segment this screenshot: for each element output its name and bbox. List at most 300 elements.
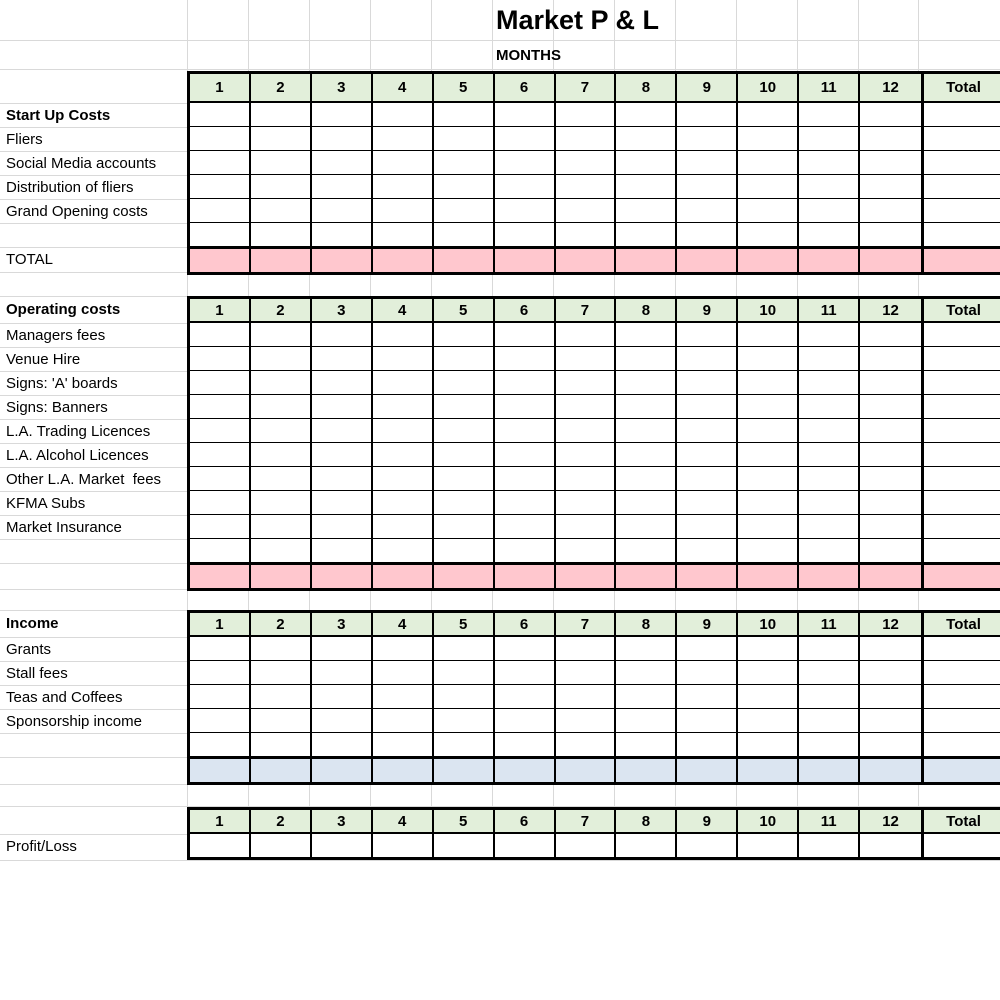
spreadsheet-cell[interactable]	[860, 347, 921, 371]
spreadsheet-cell[interactable]	[312, 661, 373, 685]
total-row-cell[interactable]	[190, 757, 251, 782]
spreadsheet-cell[interactable]	[495, 733, 556, 757]
spreadsheet-cell[interactable]	[616, 491, 677, 515]
spreadsheet-cell[interactable]	[860, 151, 921, 175]
spreadsheet-cell[interactable]	[312, 515, 373, 539]
total-column-header-cell[interactable]: Total	[921, 299, 1000, 323]
spreadsheet-cell[interactable]	[738, 127, 799, 151]
spreadsheet-cell[interactable]	[190, 467, 251, 491]
month-column-header-cell[interactable]: 9	[677, 299, 738, 323]
spreadsheet-cell[interactable]	[921, 733, 1000, 757]
spreadsheet-cell[interactable]	[373, 127, 434, 151]
spreadsheet-cell[interactable]	[799, 491, 860, 515]
spreadsheet-cell[interactable]	[677, 733, 738, 757]
spreadsheet-cell[interactable]	[616, 419, 677, 443]
spreadsheet-cell[interactable]	[495, 151, 556, 175]
spreadsheet-cell[interactable]	[495, 637, 556, 661]
spreadsheet-cell[interactable]	[677, 491, 738, 515]
spreadsheet-cell[interactable]	[738, 151, 799, 175]
spreadsheet-cell[interactable]	[677, 709, 738, 733]
spreadsheet-cell[interactable]	[373, 467, 434, 491]
month-column-header-cell[interactable]: 6	[495, 810, 556, 834]
month-column-header-cell[interactable]: 5	[434, 74, 495, 103]
spreadsheet-cell[interactable]	[921, 371, 1000, 395]
total-row-cell[interactable]	[373, 247, 434, 272]
spreadsheet-cell[interactable]	[616, 199, 677, 223]
spreadsheet-cell[interactable]	[677, 347, 738, 371]
spreadsheet-cell[interactable]	[373, 199, 434, 223]
spreadsheet-cell[interactable]	[860, 539, 921, 563]
spreadsheet-cell[interactable]	[373, 539, 434, 563]
spreadsheet-cell[interactable]	[190, 539, 251, 563]
spreadsheet-cell[interactable]	[373, 103, 434, 127]
spreadsheet-cell[interactable]	[738, 834, 799, 857]
spreadsheet-cell[interactable]	[921, 323, 1000, 347]
spreadsheet-cell[interactable]	[921, 467, 1000, 491]
spreadsheet-cell[interactable]	[373, 151, 434, 175]
spreadsheet-cell[interactable]	[860, 395, 921, 419]
month-column-header-cell[interactable]: 8	[616, 74, 677, 103]
spreadsheet-cell[interactable]	[921, 395, 1000, 419]
spreadsheet-cell[interactable]	[677, 103, 738, 127]
spreadsheet-cell[interactable]	[373, 834, 434, 857]
total-row-cell[interactable]	[495, 247, 556, 272]
spreadsheet-cell[interactable]	[677, 371, 738, 395]
month-column-header-cell[interactable]: 3	[312, 299, 373, 323]
spreadsheet-cell[interactable]	[799, 151, 860, 175]
month-column-header-cell[interactable]: 6	[495, 299, 556, 323]
month-column-header-cell[interactable]: 9	[677, 74, 738, 103]
total-row-cell[interactable]	[738, 563, 799, 588]
spreadsheet-cell[interactable]	[921, 347, 1000, 371]
spreadsheet-cell[interactable]	[251, 103, 312, 127]
total-row-cell[interactable]	[860, 563, 921, 588]
month-column-header-cell[interactable]: 3	[312, 613, 373, 637]
spreadsheet-cell[interactable]	[312, 199, 373, 223]
total-row-cell[interactable]	[190, 563, 251, 588]
month-column-header-cell[interactable]: 2	[251, 299, 312, 323]
row-label[interactable]: L.A. Alcohol Licences	[6, 446, 149, 464]
spreadsheet-cell[interactable]	[799, 199, 860, 223]
section-label-start-up-costs[interactable]: Start Up Costs	[6, 106, 111, 124]
spreadsheet-cell[interactable]	[677, 175, 738, 199]
spreadsheet-cell[interactable]	[616, 323, 677, 347]
spreadsheet-cell[interactable]	[677, 834, 738, 857]
spreadsheet-cell[interactable]	[799, 371, 860, 395]
spreadsheet-cell[interactable]	[860, 443, 921, 467]
spreadsheet-cell[interactable]	[556, 395, 617, 419]
spreadsheet-cell[interactable]	[434, 395, 495, 419]
row-label[interactable]: Signs: 'A' boards	[6, 374, 118, 392]
row-label[interactable]: Distribution of fliers	[6, 178, 134, 196]
total-row-cell[interactable]	[738, 757, 799, 782]
total-column-header-cell[interactable]: Total	[921, 810, 1000, 834]
spreadsheet-cell[interactable]	[616, 637, 677, 661]
spreadsheet-cell[interactable]	[312, 419, 373, 443]
spreadsheet-cell[interactable]	[616, 175, 677, 199]
spreadsheet-cell[interactable]	[616, 103, 677, 127]
spreadsheet-cell[interactable]	[495, 834, 556, 857]
spreadsheet-cell[interactable]	[312, 103, 373, 127]
spreadsheet-cell[interactable]	[190, 151, 251, 175]
spreadsheet-cell[interactable]	[495, 127, 556, 151]
spreadsheet-cell[interactable]	[799, 515, 860, 539]
spreadsheet-cell[interactable]	[677, 539, 738, 563]
spreadsheet-cell[interactable]	[495, 371, 556, 395]
spreadsheet-cell[interactable]	[190, 371, 251, 395]
spreadsheet-cell[interactable]	[860, 199, 921, 223]
spreadsheet-cell[interactable]	[738, 709, 799, 733]
spreadsheet-cell[interactable]	[373, 491, 434, 515]
spreadsheet-cell[interactable]	[495, 685, 556, 709]
spreadsheet-cell[interactable]	[677, 323, 738, 347]
spreadsheet-cell[interactable]	[799, 661, 860, 685]
spreadsheet-cell[interactable]	[799, 685, 860, 709]
month-column-header-cell[interactable]: 3	[312, 810, 373, 834]
month-column-header-cell[interactable]: 10	[738, 299, 799, 323]
spreadsheet-cell[interactable]	[312, 175, 373, 199]
total-row-cell[interactable]	[556, 757, 617, 782]
spreadsheet-cell[interactable]	[312, 709, 373, 733]
spreadsheet-cell[interactable]	[738, 199, 799, 223]
spreadsheet-cell[interactable]	[190, 443, 251, 467]
spreadsheet-cell[interactable]	[434, 515, 495, 539]
spreadsheet-cell[interactable]	[799, 347, 860, 371]
spreadsheet-cell[interactable]	[434, 103, 495, 127]
total-row-cell[interactable]	[190, 247, 251, 272]
spreadsheet-cell[interactable]	[434, 443, 495, 467]
spreadsheet-cell[interactable]	[799, 709, 860, 733]
spreadsheet-cell[interactable]	[312, 443, 373, 467]
spreadsheet-cell[interactable]	[677, 637, 738, 661]
spreadsheet-cell[interactable]	[312, 151, 373, 175]
spreadsheet-cell[interactable]	[556, 733, 617, 757]
total-row-cell[interactable]	[251, 757, 312, 782]
total-row-cell[interactable]	[312, 247, 373, 272]
month-column-header-cell[interactable]: 11	[799, 299, 860, 323]
total-column-header-cell[interactable]: Total	[921, 613, 1000, 637]
month-column-header-cell[interactable]: 1	[190, 613, 251, 637]
month-column-header-cell[interactable]: 4	[373, 299, 434, 323]
total-row-cell[interactable]	[921, 247, 1000, 272]
total-row-cell[interactable]	[434, 563, 495, 588]
spreadsheet-cell[interactable]	[190, 223, 251, 247]
spreadsheet-cell[interactable]	[921, 491, 1000, 515]
spreadsheet-cell[interactable]	[190, 199, 251, 223]
total-row-cell[interactable]	[495, 563, 556, 588]
spreadsheet-cell[interactable]	[190, 347, 251, 371]
spreadsheet-cell[interactable]	[799, 637, 860, 661]
spreadsheet-cell[interactable]	[190, 637, 251, 661]
spreadsheet-cell[interactable]	[373, 637, 434, 661]
spreadsheet-cell[interactable]	[495, 467, 556, 491]
month-column-header-cell[interactable]: 4	[373, 810, 434, 834]
month-column-header-cell[interactable]: 6	[495, 613, 556, 637]
spreadsheet-cell[interactable]	[616, 685, 677, 709]
spreadsheet-cell[interactable]	[373, 395, 434, 419]
spreadsheet-cell[interactable]	[556, 834, 617, 857]
spreadsheet-cell[interactable]	[799, 443, 860, 467]
spreadsheet-cell[interactable]	[738, 103, 799, 127]
row-label[interactable]: Other L.A. Market fees	[6, 470, 162, 488]
spreadsheet-cell[interactable]	[251, 127, 312, 151]
spreadsheet-cell[interactable]	[251, 151, 312, 175]
spreadsheet-cell[interactable]	[677, 151, 738, 175]
spreadsheet-cell[interactable]	[616, 443, 677, 467]
total-column-header-cell[interactable]: Total	[921, 74, 1000, 103]
spreadsheet-cell[interactable]	[373, 323, 434, 347]
spreadsheet-cell[interactable]	[921, 223, 1000, 247]
total-row-cell[interactable]	[434, 757, 495, 782]
spreadsheet-cell[interactable]	[495, 443, 556, 467]
spreadsheet-cell[interactable]	[556, 539, 617, 563]
total-row-cell[interactable]	[556, 247, 617, 272]
total-row-cell[interactable]	[799, 757, 860, 782]
spreadsheet-cell[interactable]	[616, 661, 677, 685]
spreadsheet-cell[interactable]	[251, 515, 312, 539]
spreadsheet-cell[interactable]	[677, 515, 738, 539]
month-column-header-cell[interactable]: 4	[373, 613, 434, 637]
spreadsheet-cell[interactable]	[373, 175, 434, 199]
spreadsheet-cell[interactable]	[373, 685, 434, 709]
spreadsheet-cell[interactable]	[860, 223, 921, 247]
total-row-cell[interactable]	[495, 757, 556, 782]
spreadsheet-cell[interactable]	[556, 637, 617, 661]
total-row-cell[interactable]	[799, 247, 860, 272]
spreadsheet-cell[interactable]	[495, 709, 556, 733]
total-row-cell[interactable]	[677, 563, 738, 588]
spreadsheet-cell[interactable]	[434, 151, 495, 175]
month-column-header-cell[interactable]: 4	[373, 74, 434, 103]
spreadsheet-cell[interactable]	[190, 661, 251, 685]
spreadsheet-cell[interactable]	[251, 443, 312, 467]
month-column-header-cell[interactable]: 11	[799, 74, 860, 103]
total-row-cell[interactable]	[616, 563, 677, 588]
month-column-header-cell[interactable]: 6	[495, 74, 556, 103]
spreadsheet-cell[interactable]	[373, 371, 434, 395]
spreadsheet-cell[interactable]	[495, 661, 556, 685]
spreadsheet-cell[interactable]	[495, 395, 556, 419]
spreadsheet-cell[interactable]	[251, 199, 312, 223]
spreadsheet-cell[interactable]	[799, 175, 860, 199]
spreadsheet-cell[interactable]	[738, 371, 799, 395]
spreadsheet-cell[interactable]	[738, 733, 799, 757]
month-column-header-cell[interactable]: 3	[312, 74, 373, 103]
spreadsheet-cell[interactable]	[251, 347, 312, 371]
spreadsheet-cell[interactable]	[556, 103, 617, 127]
month-column-header-cell[interactable]: 7	[556, 74, 617, 103]
spreadsheet-cell[interactable]	[556, 661, 617, 685]
spreadsheet-cell[interactable]	[860, 371, 921, 395]
spreadsheet-cell[interactable]	[799, 834, 860, 857]
total-row-cell[interactable]	[677, 247, 738, 272]
month-column-header-cell[interactable]: 10	[738, 74, 799, 103]
spreadsheet-cell[interactable]	[190, 515, 251, 539]
spreadsheet-cell[interactable]	[556, 175, 617, 199]
spreadsheet-cell[interactable]	[921, 834, 1000, 857]
spreadsheet-cell[interactable]	[495, 103, 556, 127]
total-row-cell[interactable]	[251, 247, 312, 272]
spreadsheet-cell[interactable]	[373, 419, 434, 443]
spreadsheet-cell[interactable]	[616, 151, 677, 175]
spreadsheet-cell[interactable]	[312, 323, 373, 347]
month-column-header-cell[interactable]: 8	[616, 299, 677, 323]
spreadsheet-cell[interactable]	[860, 637, 921, 661]
spreadsheet-cell[interactable]	[190, 419, 251, 443]
spreadsheet-cell[interactable]	[434, 371, 495, 395]
spreadsheet-cell[interactable]	[677, 223, 738, 247]
spreadsheet-cell[interactable]	[251, 371, 312, 395]
total-row-cell[interactable]	[616, 757, 677, 782]
spreadsheet-cell[interactable]	[312, 223, 373, 247]
spreadsheet-cell[interactable]	[373, 515, 434, 539]
spreadsheet-cell[interactable]	[616, 709, 677, 733]
row-label[interactable]: KFMA Subs	[6, 494, 86, 512]
spreadsheet-cell[interactable]	[556, 223, 617, 247]
spreadsheet-cell[interactable]	[860, 661, 921, 685]
spreadsheet-cell[interactable]	[434, 685, 495, 709]
spreadsheet-cell[interactable]	[312, 834, 373, 857]
spreadsheet-cell[interactable]	[799, 733, 860, 757]
spreadsheet-cell[interactable]	[616, 223, 677, 247]
total-row-cell[interactable]	[738, 247, 799, 272]
month-column-header-cell[interactable]: 12	[860, 74, 921, 103]
total-row-cell[interactable]	[860, 757, 921, 782]
row-label[interactable]: Grants	[6, 640, 52, 658]
spreadsheet-cell[interactable]	[373, 443, 434, 467]
spreadsheet-cell[interactable]	[921, 709, 1000, 733]
spreadsheet-cell[interactable]	[556, 347, 617, 371]
spreadsheet-cell[interactable]	[312, 467, 373, 491]
spreadsheet-cell[interactable]	[738, 539, 799, 563]
spreadsheet-cell[interactable]	[251, 467, 312, 491]
spreadsheet-cell[interactable]	[616, 515, 677, 539]
spreadsheet-cell[interactable]	[312, 685, 373, 709]
month-column-header-cell[interactable]: 1	[190, 74, 251, 103]
spreadsheet-cell[interactable]	[860, 709, 921, 733]
month-column-header-cell[interactable]: 12	[860, 613, 921, 637]
spreadsheet-cell[interactable]	[860, 834, 921, 857]
spreadsheet-cell[interactable]	[251, 834, 312, 857]
spreadsheet-cell[interactable]	[434, 223, 495, 247]
spreadsheet-cell[interactable]	[251, 661, 312, 685]
spreadsheet-cell[interactable]	[616, 539, 677, 563]
spreadsheet-cell[interactable]	[312, 539, 373, 563]
spreadsheet-cell[interactable]	[495, 323, 556, 347]
spreadsheet-cell[interactable]	[921, 175, 1000, 199]
spreadsheet-cell[interactable]	[434, 419, 495, 443]
spreadsheet-cell[interactable]	[251, 539, 312, 563]
total-row-cell[interactable]	[677, 757, 738, 782]
spreadsheet-cell[interactable]	[434, 323, 495, 347]
spreadsheet-cell[interactable]	[921, 199, 1000, 223]
spreadsheet-cell[interactable]	[373, 733, 434, 757]
spreadsheet-cell[interactable]	[434, 539, 495, 563]
spreadsheet-cell[interactable]	[556, 371, 617, 395]
spreadsheet-cell[interactable]	[799, 419, 860, 443]
total-row-cell[interactable]	[251, 563, 312, 588]
spreadsheet-cell[interactable]	[434, 834, 495, 857]
spreadsheet-cell[interactable]	[860, 103, 921, 127]
row-label[interactable]: Fliers	[6, 130, 43, 148]
total-row-cell[interactable]	[860, 247, 921, 272]
spreadsheet-cell[interactable]	[251, 709, 312, 733]
spreadsheet-cell[interactable]	[799, 323, 860, 347]
spreadsheet-cell[interactable]	[190, 709, 251, 733]
spreadsheet-cell[interactable]	[921, 419, 1000, 443]
spreadsheet-cell[interactable]	[677, 467, 738, 491]
spreadsheet-cell[interactable]	[251, 175, 312, 199]
total-row-cell[interactable]	[616, 247, 677, 272]
spreadsheet-cell[interactable]	[556, 685, 617, 709]
spreadsheet-cell[interactable]	[860, 175, 921, 199]
spreadsheet-cell[interactable]	[495, 491, 556, 515]
month-column-header-cell[interactable]: 1	[190, 299, 251, 323]
total-row-label[interactable]: TOTAL	[6, 251, 53, 268]
spreadsheet-cell[interactable]	[677, 419, 738, 443]
spreadsheet-cell[interactable]	[921, 151, 1000, 175]
month-column-header-cell[interactable]: 7	[556, 299, 617, 323]
spreadsheet-cell[interactable]	[373, 709, 434, 733]
spreadsheet-cell[interactable]	[921, 515, 1000, 539]
spreadsheet-cell[interactable]	[860, 491, 921, 515]
spreadsheet-cell[interactable]	[921, 127, 1000, 151]
spreadsheet-cell[interactable]	[860, 733, 921, 757]
spreadsheet-cell[interactable]	[312, 347, 373, 371]
spreadsheet-cell[interactable]	[434, 709, 495, 733]
month-column-header-cell[interactable]: 8	[616, 613, 677, 637]
spreadsheet-cell[interactable]	[495, 539, 556, 563]
spreadsheet-cell[interactable]	[373, 347, 434, 371]
spreadsheet-cell[interactable]	[616, 733, 677, 757]
month-column-header-cell[interactable]: 10	[738, 613, 799, 637]
spreadsheet-cell[interactable]	[190, 834, 251, 857]
total-row-cell[interactable]	[434, 247, 495, 272]
spreadsheet-cell[interactable]	[190, 395, 251, 419]
spreadsheet-cell[interactable]	[921, 443, 1000, 467]
total-row-cell[interactable]	[556, 563, 617, 588]
spreadsheet-cell[interactable]	[556, 491, 617, 515]
spreadsheet-cell[interactable]	[556, 467, 617, 491]
spreadsheet-cell[interactable]	[556, 709, 617, 733]
row-label[interactable]: Signs: Banners	[6, 398, 108, 416]
spreadsheet-cell[interactable]	[860, 467, 921, 491]
spreadsheet-cell[interactable]	[556, 515, 617, 539]
month-column-header-cell[interactable]: 7	[556, 613, 617, 637]
row-label[interactable]: Stall fees	[6, 664, 68, 682]
spreadsheet-cell[interactable]	[312, 733, 373, 757]
spreadsheet-cell[interactable]	[799, 103, 860, 127]
month-column-header-cell[interactable]: 12	[860, 810, 921, 834]
row-label[interactable]: Venue Hire	[6, 350, 81, 368]
row-label[interactable]: Teas and Coffees	[6, 688, 123, 706]
spreadsheet-cell[interactable]	[251, 491, 312, 515]
total-row-cell[interactable]	[921, 563, 1000, 588]
spreadsheet-cell[interactable]	[190, 733, 251, 757]
spreadsheet-cell[interactable]	[312, 127, 373, 151]
month-column-header-cell[interactable]: 2	[251, 810, 312, 834]
spreadsheet-cell[interactable]	[738, 515, 799, 539]
spreadsheet-cell[interactable]	[556, 443, 617, 467]
spreadsheet-cell[interactable]	[190, 323, 251, 347]
month-column-header-cell[interactable]: 5	[434, 613, 495, 637]
spreadsheet-cell[interactable]	[251, 685, 312, 709]
spreadsheet-cell[interactable]	[921, 685, 1000, 709]
spreadsheet-cell[interactable]	[738, 491, 799, 515]
spreadsheet-cell[interactable]	[799, 395, 860, 419]
spreadsheet-cell[interactable]	[738, 685, 799, 709]
row-label[interactable]: Sponsorship income	[6, 712, 142, 730]
